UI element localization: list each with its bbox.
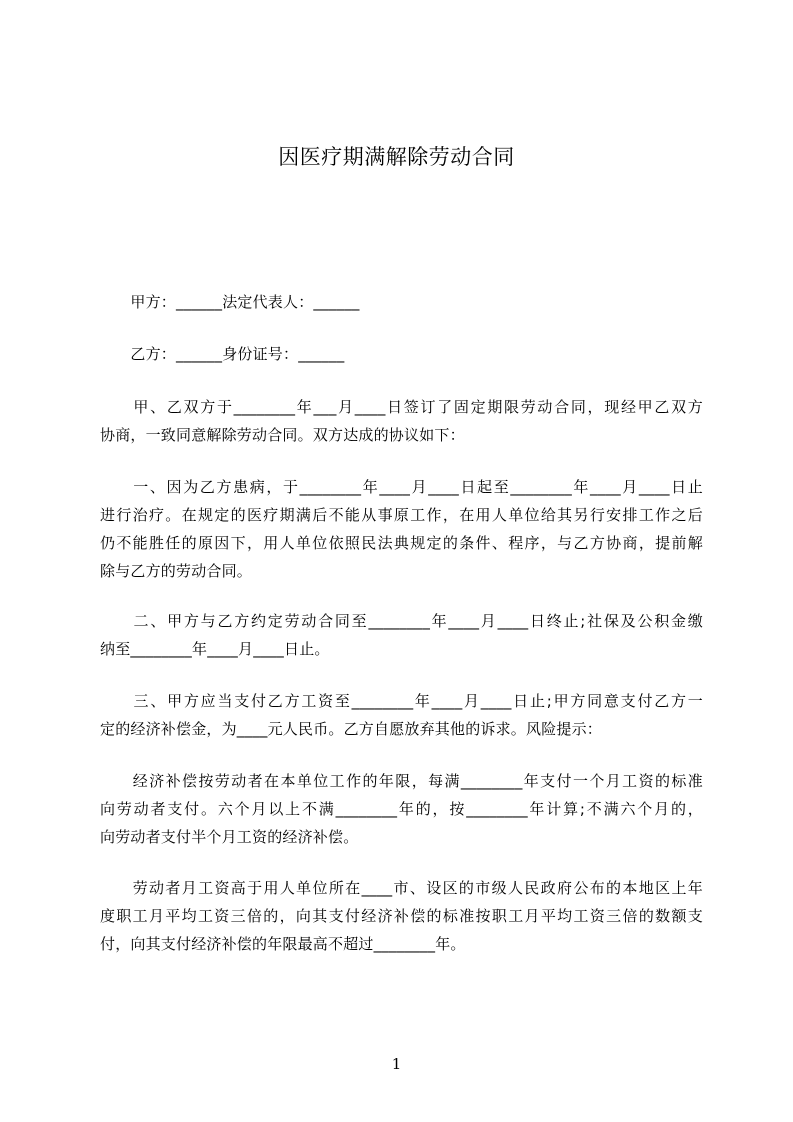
paragraph-line: 仍不能胜任的原因下，用人单位依照民法典规定的条件、程序，与乙方协商，提前解	[100, 534, 703, 552]
paragraph-line: 甲、乙双方于________年___月____日签订了固定期限劳动合同，现经甲乙双方	[100, 398, 703, 416]
paragraph-line: 度职工月平均工资三倍的，向其支付经济补偿的标准按职工月平均工资三倍的数额支	[100, 907, 703, 925]
paragraph-line: 协商，一致同意解除劳动合同。双方达成的协议如下：	[100, 426, 465, 444]
paragraph-line: 纳至________年____月____日止。	[100, 640, 330, 658]
paragraph-line: 定的经济补偿金，为____元人民币。乙方自愿放弃其他的诉求。风险提示：	[100, 720, 603, 738]
paragraph-line: 向劳动者支付。六个月以上不满________年的，按________年计算;不满六个月的，	[100, 800, 703, 818]
paragraph-line: 向劳动者支付半个月工资的经济补偿。	[100, 828, 359, 846]
paragraph-line: 劳动者月工资高于用人单位所在____市、设区的市级人民政府公布的本地区上年	[100, 879, 703, 897]
paragraph-line: 付，向其支付经济补偿的年限最高不超过________年。	[100, 935, 466, 953]
paragraph-line: 二、甲方与乙方约定劳动合同至________年____月____日终止;社保及公积金缴	[100, 612, 703, 630]
page-number: 1	[391, 1055, 402, 1073]
paragraph-line: 除与乙方的劳动合同。	[100, 562, 253, 580]
party-b-line: 乙方：______身份证号：______	[100, 345, 345, 363]
paragraph-line: 三、甲方应当支付乙方工资至________年____月____日止;甲方同意支付乙方一	[100, 692, 703, 710]
paragraph-line: 一、因为乙方患病，于________年____月____日起至________年____月____日止	[100, 478, 703, 496]
party-a-line: 甲方：______法定代表人：______	[100, 293, 360, 311]
paragraph-line: 经济补偿按劳动者在本单位工作的年限，每满________年支付一个月工资的标准	[100, 772, 703, 790]
document-title: 因医疗期满解除劳动合同	[278, 145, 515, 169]
paragraph-line: 进行治疗。在规定的医疗期满后不能从事原工作，在用人单位给其另行安排工作之后	[100, 506, 703, 524]
